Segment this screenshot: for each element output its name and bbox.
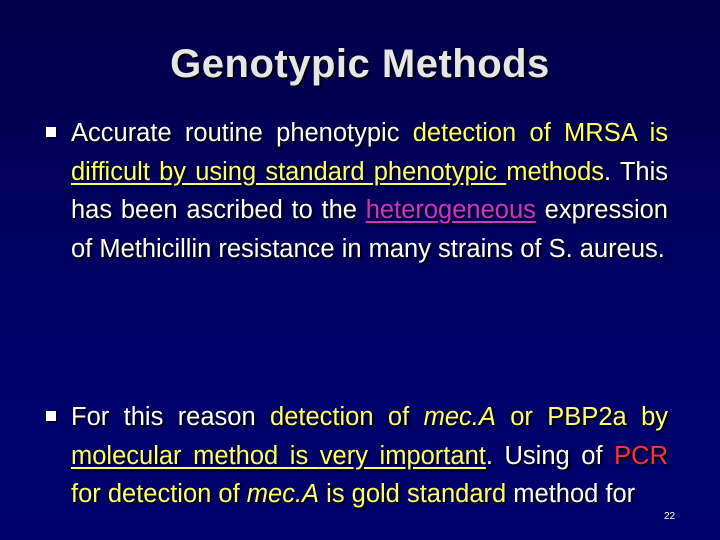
- highlight-span: detection of MRSA is: [412, 119, 668, 147]
- underlined-pink-span: heterogeneous: [365, 196, 536, 225]
- text-span: expression of Methicillin resistance in many strains of S. aureus.: [71, 196, 668, 263]
- text-span: . Using of: [485, 441, 615, 470]
- square-bullet-icon: [46, 127, 56, 137]
- text-span: . This has been ascribed to the: [71, 157, 668, 225]
- underlined-highlight-span: using: [195, 157, 266, 186]
- underlined-highlight-span: is: [289, 441, 320, 470]
- underlined-highlight-span: very important: [319, 441, 486, 470]
- text-span: method for: [506, 480, 636, 509]
- highlight-span: methods: [506, 157, 605, 186]
- italic-highlight-span: mec.A: [423, 403, 496, 431]
- slide-number: 22: [664, 511, 676, 522]
- italic-highlight-span: mec.A: [246, 480, 320, 509]
- text-span: For this reason: [71, 403, 271, 431]
- underlined-highlight-span: method: [193, 441, 290, 470]
- underlined-highlight-span: by: [159, 157, 196, 186]
- underlined-highlight-span: standard phenotypic: [265, 157, 507, 186]
- red-highlight-span: PCR: [614, 441, 668, 470]
- underlined-highlight-span: molecular: [71, 441, 194, 470]
- slide-title: Genotypic Methods: [170, 42, 550, 86]
- text-span: Accurate routine phenotypic: [71, 119, 413, 147]
- highlight-span: is gold standard: [319, 480, 507, 509]
- highlight-span: detection of: [270, 403, 424, 431]
- bullet-paragraph-2: [71, 398, 668, 514]
- highlight-span: for detection of: [71, 480, 247, 509]
- underlined-highlight-span: difficult: [71, 157, 160, 186]
- square-bullet-icon: [46, 411, 56, 421]
- highlight-span: or PBP2a by: [495, 403, 668, 431]
- bullet-paragraph-1: [71, 114, 668, 268]
